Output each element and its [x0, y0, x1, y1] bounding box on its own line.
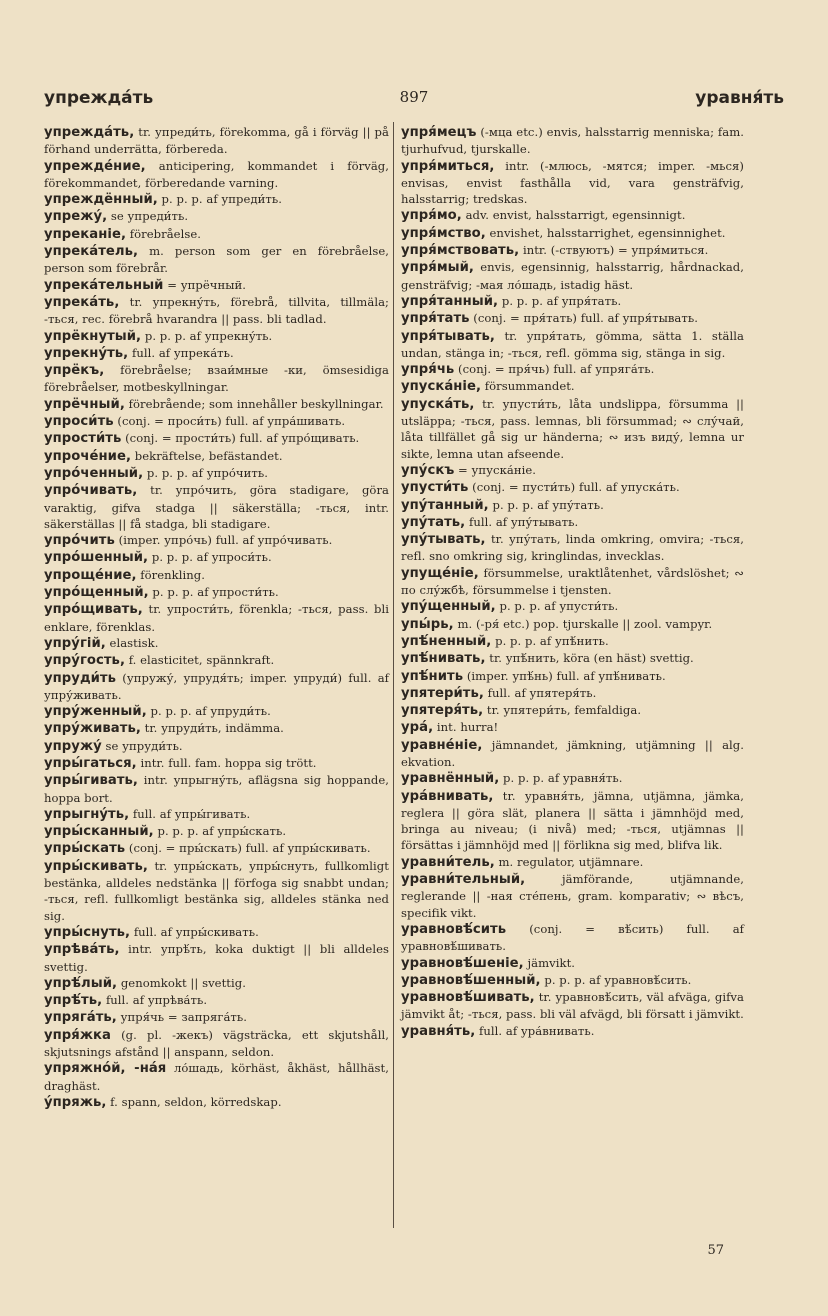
entry-definition: (conj. = пря́тать) full. af упря́тывать. [469, 311, 698, 326]
dictionary-entry [44, 362, 389, 396]
entry-definition: tr. упреди́ть, förekomma, gå i förväg || på förhand underrätta, förbereda. [44, 125, 389, 157]
dictionary-entry [44, 858, 389, 924]
dictionary-entry [44, 345, 389, 362]
entry-headword: упусти́ть [401, 480, 469, 496]
entry-headword: упуска́ніе, [401, 379, 482, 395]
entry-headword: упру́живать, [44, 721, 141, 737]
dictionary-entry [44, 191, 389, 208]
entry-definition: p. p. p. af упро́чить. [143, 465, 268, 480]
entry-definition: intr. упрѣ́ть, koka duktigt || bli alldeles svettig. [44, 942, 389, 974]
dictionary-entry [401, 396, 744, 462]
entry-definition: (conj. = вѣ́сить) full. af уравновѣ́шивать. [401, 921, 744, 954]
dictionary-entry [401, 259, 744, 293]
entry-headword: упряга́ть, [44, 1010, 117, 1026]
dictionary-entry [401, 650, 744, 667]
entry-definition: försummandet. [481, 379, 575, 394]
entry-definition: (imper. упро́чь) full. af упро́чивать. [114, 533, 333, 548]
entry-definition: p. p. p. af упря́тать. [498, 293, 622, 308]
dictionary-entry [401, 633, 744, 650]
dictionary-entry [401, 124, 744, 158]
entry-definition: genomkokt || svettig. [117, 975, 246, 990]
entry-headword: упря́танный, [401, 293, 499, 309]
dictionary-entry [44, 124, 389, 158]
entry-headword: упрости́ть [44, 431, 122, 447]
entry-definition: p. p. p. af упѣ́нить. [491, 633, 609, 648]
entry-headword: упря́мо, [401, 208, 462, 224]
entry-headword: упрѣ́ть, [44, 993, 103, 1009]
sheet-number: 57 [707, 1243, 724, 1258]
dictionary-entry [44, 823, 389, 840]
entry-definition: f. spann, seldon, körredskap. [106, 1094, 282, 1109]
dictionary-entry [44, 294, 389, 328]
right-column [401, 124, 744, 1040]
entry-headword: упу́тывать, [401, 532, 486, 548]
dictionary-entry [44, 208, 389, 225]
entry-definition: p. p. p. af упруди́ть. [146, 704, 271, 719]
dictionary-entry [401, 1023, 744, 1040]
entry-headword: уравновѣ́шивать, [401, 990, 535, 1006]
dictionary-entry [401, 531, 744, 565]
entry-definition: full. af ура́внивать. [475, 1023, 595, 1038]
entry-definition: se упруди́ть. [101, 738, 183, 753]
dictionary-entry [401, 565, 744, 599]
dictionary-entry [401, 361, 744, 378]
dictionary-entry [44, 806, 389, 823]
entry-headword: упреждённый, [44, 192, 158, 208]
entry-headword: упружу́ [44, 738, 102, 754]
entry-definition: full. af упрѣва́ть. [102, 993, 208, 1008]
dictionary-entry [44, 992, 389, 1009]
dictionary-entry [401, 598, 744, 615]
entry-headword: упрека́тельный [44, 277, 164, 293]
entry-definition: tr. уравновѣ́сить, väl afväga, gifva jämvikt åt; -ться, pass. bli väl afvägd, bli försatt i jämvikt. [401, 990, 744, 1022]
dictionary-entry [44, 840, 389, 857]
dictionary-entry [44, 772, 389, 806]
dictionary-entry [44, 652, 389, 669]
entry-definition: intr. (-млюсь, -мятся; imper. -мься) envisas, envist fasthålla vid, vara gensträfvig, halsstarrig; tredskas. [401, 158, 744, 207]
entry-headword: ура́, [401, 720, 434, 736]
entry-headword: упуска́ть, [401, 396, 475, 412]
entry-definition: (conj. = пры́скать) full. af упры́скивать. [125, 841, 371, 856]
dictionary-entry [44, 1060, 389, 1094]
dictionary-entry [401, 788, 744, 854]
entry-headword: упѣ́нивать, [401, 651, 486, 667]
entry-definition: intr. (-ствуютъ) = упря́миться. [519, 243, 709, 258]
entry-definition: p. p. p. af упусти́ть. [495, 599, 619, 614]
entry-headword: упря́мый, [401, 260, 474, 276]
dictionary-entry [401, 462, 744, 479]
entry-headword: упры́гивать, [44, 773, 138, 789]
entry-definition: m. person som ger en förebråelse, person som förebrår. [44, 244, 389, 276]
entry-headword: уравнённый, [401, 771, 500, 787]
dictionary-entry [44, 243, 389, 277]
entry-headword: упру́женный, [44, 704, 147, 720]
entry-definition: (conj. = пря́чь) full. af упряга́ть. [454, 362, 655, 377]
entry-headword: упря́тывать, [401, 328, 495, 344]
entry-headword: упрѣва́ть, [44, 942, 120, 958]
entry-definition: (conj. = пусти́ть) full. af упуска́ть. [468, 480, 680, 495]
entry-definition: elastisk. [105, 635, 159, 650]
dictionary-entry [44, 635, 389, 652]
entry-definition: försummelse, uraktlåtenhet, vårdslöshet; ∾ по слу́жбѣ, försummelse i tjensten. [401, 565, 744, 598]
entry-definition: intr. full. fam. hoppa sig trött. [136, 755, 317, 770]
dictionary-entry [401, 479, 744, 496]
entry-definition: m. regulator, utjämnare. [494, 854, 644, 869]
entry-definition: tr. упусти́ть, låta undslippa, försumma || utsläppa; -ться, pass. lemnas, bli försummad; ∾ слу́чай, låta tillfället gå sig ur händerna; ∾ изъ виду́, lemna ur sikte, lemna utan afseende. [401, 396, 744, 461]
entry-headword: упрека́тель, [44, 244, 139, 260]
entry-definition: förebråelse; взаи́мные -ки, ömsesidiga förebråelser, motbeskyllningar. [44, 363, 389, 395]
entry-definition: full. af упры́гивать. [129, 806, 251, 821]
entry-headword: упу́скъ [401, 462, 455, 478]
entry-headword: уравновѣ́шенный, [401, 972, 541, 988]
dictionary-entry [401, 989, 744, 1023]
entry-headword: упу́тать, [401, 514, 466, 530]
dictionary-entry [401, 770, 744, 787]
entry-definition: envishet, halsstarrighet, egensinnighet. [485, 225, 726, 240]
entry-definition: = упуска́ніе. [454, 462, 537, 477]
entry-headword: упры́скать [44, 841, 126, 857]
dictionary-entry [401, 955, 744, 972]
entry-headword: уравновѣ́сить [401, 921, 507, 937]
entry-headword: упро́щенный, [44, 585, 149, 601]
entry-headword: упря́миться, [401, 158, 495, 174]
dictionary-entry [44, 1094, 389, 1111]
dictionary-entry [44, 413, 389, 430]
entry-definition: ло́шадь, körhäst, åkhäst, hållhäst, draghäst. [44, 1061, 389, 1093]
entry-headword: ура́внивать, [401, 788, 494, 804]
entry-headword: упѣ́ненный, [401, 633, 492, 649]
entry-headword: упрежде́ние, [44, 158, 146, 174]
entry-headword: упроси́ть [44, 414, 114, 430]
entry-headword: упрѣ́лый, [44, 975, 118, 991]
dictionary-entry [44, 738, 389, 755]
entry-definition: = упрёчный. [163, 277, 247, 292]
entry-headword: упруди́ть [44, 670, 117, 686]
entry-definition: full. af упу́тывать. [465, 514, 579, 529]
entry-definition: jämvikt. [523, 955, 576, 970]
entry-definition: tr. упруди́ть, indämma. [140, 721, 284, 736]
entry-headword: упры́скивать, [44, 858, 148, 874]
dictionary-entry [401, 737, 744, 771]
dictionary-entry [44, 549, 389, 566]
entry-headword: упрекну́ть, [44, 345, 129, 361]
dictionary-entry [44, 226, 389, 243]
dictionary-entry [44, 1009, 389, 1026]
dictionary-entry [44, 703, 389, 720]
page-number: 897 [399, 88, 429, 106]
entry-headword: упрека́ть, [44, 294, 120, 310]
entry-headword: упро́чивать, [44, 483, 138, 499]
dictionary-entry [44, 975, 389, 992]
entry-headword: уравни́тельный, [401, 872, 526, 888]
entry-definition: adv. envist, halsstarrigt, egensinnigt. [461, 208, 686, 223]
dictionary-entry [44, 328, 389, 345]
dictionary-entry [44, 430, 389, 447]
entry-headword: упры́гаться, [44, 755, 137, 771]
dictionary-entry [401, 497, 744, 514]
dictionary-entry [44, 482, 389, 532]
entry-definition: bekräftelse, befästandet. [131, 448, 283, 463]
entry-definition: p. p. p. af уравня́ть. [499, 771, 623, 786]
entry-headword: упу́танный, [401, 497, 489, 513]
dictionary-entry [44, 670, 389, 704]
dictionary-entry [401, 702, 744, 719]
dictionary-entry [401, 310, 744, 327]
dictionary-entry [401, 921, 744, 955]
entry-definition: (conj. = прости́ть) full. af упро́щивать. [121, 431, 360, 446]
entry-definition: full. af упрека́ть. [128, 345, 234, 360]
entry-headword: упрыгну́ть, [44, 806, 130, 822]
entry-headword: упреканіе, [44, 226, 127, 242]
entry-definition: tr. упу́тать, linda omkring, omvira; -ться, refl. sno omkring sig, kringlindas, invecklas. [401, 532, 744, 564]
dictionary-entry [44, 465, 389, 482]
dictionary-entry [44, 277, 389, 294]
dictionary-entry [401, 242, 744, 259]
entry-definition: full. af упятеря́ть. [483, 685, 597, 700]
entry-headword: упрёкнутый, [44, 328, 142, 344]
entry-definition: jämnandet, jämkning, utjämning || alg. ekvation. [401, 737, 744, 769]
entry-definition: p. p. p. af уравновѣ́сить. [540, 972, 692, 987]
entry-headword: упря́чь [401, 362, 455, 378]
entry-definition: tr. упря́тать, gömma, sätta 1. ställa undan, stänga in; -ться, refl. gömma sig, stänga in sig. [401, 328, 744, 360]
dictionary-entry [44, 532, 389, 549]
entry-headword: упѣ́нить [401, 668, 464, 684]
header-first-word: упреждáть [44, 88, 154, 108]
dictionary-entry [401, 514, 744, 531]
entry-headword: упряжно́й, -на́я [44, 1061, 167, 1077]
dictionary-entry [401, 207, 744, 224]
dictionary-entry [44, 720, 389, 737]
entry-headword: упреждáть, [44, 125, 135, 140]
dictionary-entry [44, 158, 389, 192]
entry-headword: уравня́ть, [401, 1023, 476, 1039]
entry-definition: p. p. p. af упроси́ть. [148, 550, 272, 565]
entry-definition: tr. упѣ́нить, köra (en häst) svettig. [485, 651, 694, 666]
dictionary-entry [401, 668, 744, 685]
entry-headword: упуще́ніе, [401, 565, 479, 581]
entry-headword: упроще́ние, [44, 567, 137, 583]
dictionary-entry [401, 225, 744, 242]
entry-definition: (imper. упѣ́нь) full. af упѣ́нивать. [463, 668, 666, 683]
entry-definition: p. p. p. af упрости́ть. [148, 585, 279, 600]
entry-definition: (conj. = проси́ть) full. af упра́шивать. [113, 414, 346, 429]
header-last-word: уравня́ть [695, 88, 784, 108]
entry-definition: tr. уравня́ть, jämna, utjämna, jämka, reglera || göra slät, planera || sätta i jämnhöjd med, bringa au niveau; (i nivå) med; -ться, utjämnas || försättas i jämnhöjd med || förlikna sig med, blifva lik. [401, 788, 744, 853]
dictionary-entry [401, 378, 744, 395]
dictionary-entry [401, 158, 744, 208]
entry-headword: упятери́ть, [401, 685, 484, 701]
entry-definition: p. p. p. af упу́тать. [488, 497, 604, 512]
entry-definition: förenkling. [136, 567, 205, 582]
entry-headword: упро́щивать, [44, 602, 143, 618]
entry-headword: упря́мство, [401, 225, 486, 241]
entry-definition: envis, egensinnig, halsstarrig, hårdnackad, gensträfvig; -мая ло́шадь, istadig häst. [401, 260, 744, 292]
entry-definition: int. hurra! [433, 720, 499, 735]
entry-definition: m. (-ря́ etc.) pop. tjurskalle || zool. vampyr. [453, 616, 713, 631]
dictionary-entry [401, 719, 744, 736]
entry-headword: упры́сканный, [44, 824, 154, 840]
dictionary-entry [401, 616, 744, 633]
entry-definition: se упреди́ть. [107, 209, 189, 224]
dictionary-entry [44, 924, 389, 941]
entry-definition: anticipering, kommandet i förväg, förekommandet, förberedande varning. [44, 158, 389, 190]
column-divider [393, 122, 394, 1228]
dictionary-entry [44, 755, 389, 772]
entry-headword: упрёчный, [44, 396, 125, 412]
entry-definition: p. p. p. af упрекну́ть. [141, 328, 273, 343]
entry-definition: förebrående; som innehåller beskyllningar. [124, 396, 384, 411]
dictionary-entry [44, 567, 389, 584]
entry-definition: intr. упрыгну́ть, aflägsna sig hoppande, hoppa bort. [44, 773, 389, 805]
dictionary-entry [44, 601, 389, 635]
dictionary-entry [44, 941, 389, 975]
entry-definition: (-мца etc.) envis, halsstarrig menniska; fam. tjurhufvud, tjurskalle. [401, 125, 744, 157]
entry-headword: упря́жка [44, 1027, 111, 1043]
entry-definition: tr. упры́скать, упры́снуть, fullkomligt bestänka, alldeles nedstänka || förfoga sig snabbt undan; -ться, refl. fullkomligt bestänka sig, alldeles stänka ned sig. [44, 858, 389, 923]
entry-definition: tr. упро́чить, göra stadigare, göra varaktig, gifva stadga || säkerställa; -ться, intr. säkerställas || få stadga, bli stadigare. [44, 483, 389, 531]
entry-definition: (g. pl. -жекъ) vägsträcka, ett skjutshåll, skjutsnings afstånd || anspann, seldon. [44, 1027, 389, 1060]
entry-definition: упря́чь = запряга́ть. [116, 1010, 247, 1025]
page-header [44, 88, 784, 112]
entry-definition: full. af упры́скивать. [130, 924, 259, 939]
dictionary-entry [401, 328, 744, 362]
entry-definition: jämförande, utjämnande, reglerande || -ная сте́пень, gram. komparativ; ∾ вѣсъ, specifik vikt. [401, 872, 744, 920]
entry-headword: упря́мствовать, [401, 243, 520, 259]
dictionary-entry [401, 685, 744, 702]
dictionary-entry [401, 972, 744, 989]
dictionary-entry [44, 584, 389, 601]
entry-headword: упру́гость, [44, 653, 126, 669]
entry-definition: p. p. p. af упры́скать. [153, 824, 287, 839]
entry-headword: упро́ченный, [44, 465, 144, 481]
entry-definition: tr. упрекну́ть, förebrå, tillvita, tillmäla; -ться, rec. förebrå hvarandra || pass. bli tadlad. [44, 294, 389, 327]
dictionary-entry [401, 293, 744, 310]
dictionary-entry [401, 854, 744, 871]
entry-headword: уравновѣ́шеніе, [401, 955, 524, 971]
entry-headword: упря́мецъ [401, 125, 477, 140]
entry-definition: förebråelse. [126, 226, 201, 241]
entry-headword: упы́рь, [401, 616, 454, 632]
entry-headword: уравне́ніе, [401, 737, 483, 753]
dictionary-entry [44, 1027, 389, 1061]
entry-headword: упро́чить [44, 533, 115, 549]
entry-definition: (упружу́, упрудя́ть; imper. упруди́) full. af упру́живать. [44, 670, 389, 702]
entry-headword: упря́тать [401, 311, 470, 327]
dictionary-entry [44, 396, 389, 413]
entry-headword: упро́шенный, [44, 550, 149, 566]
entry-definition: f. elasticitet, spännkraft. [125, 653, 275, 668]
left-column [44, 124, 389, 1111]
entry-headword: упроче́ние, [44, 448, 132, 464]
entry-headword: упу́щенный, [401, 599, 496, 615]
entry-headword: упры́снуть, [44, 924, 131, 940]
entry-headword: упрёкъ, [44, 363, 105, 379]
entry-headword: упрежу́, [44, 209, 108, 225]
entry-headword: уравни́тель, [401, 854, 495, 870]
dictionary-entry [44, 448, 389, 465]
entry-definition: tr. упятери́ть, femfaldiga. [483, 703, 642, 718]
entry-headword: упру́гій, [44, 635, 106, 651]
entry-headword: упятеря́ть, [401, 703, 484, 719]
entry-definition: p. p. p. af упреди́ть. [157, 192, 282, 207]
entry-headword: у́пряжь, [44, 1094, 107, 1110]
entry-definition: tr. упрости́ть, förenkla; -ться, pass. bli enklare, förenklas. [44, 602, 389, 634]
dictionary-entry [401, 871, 744, 921]
